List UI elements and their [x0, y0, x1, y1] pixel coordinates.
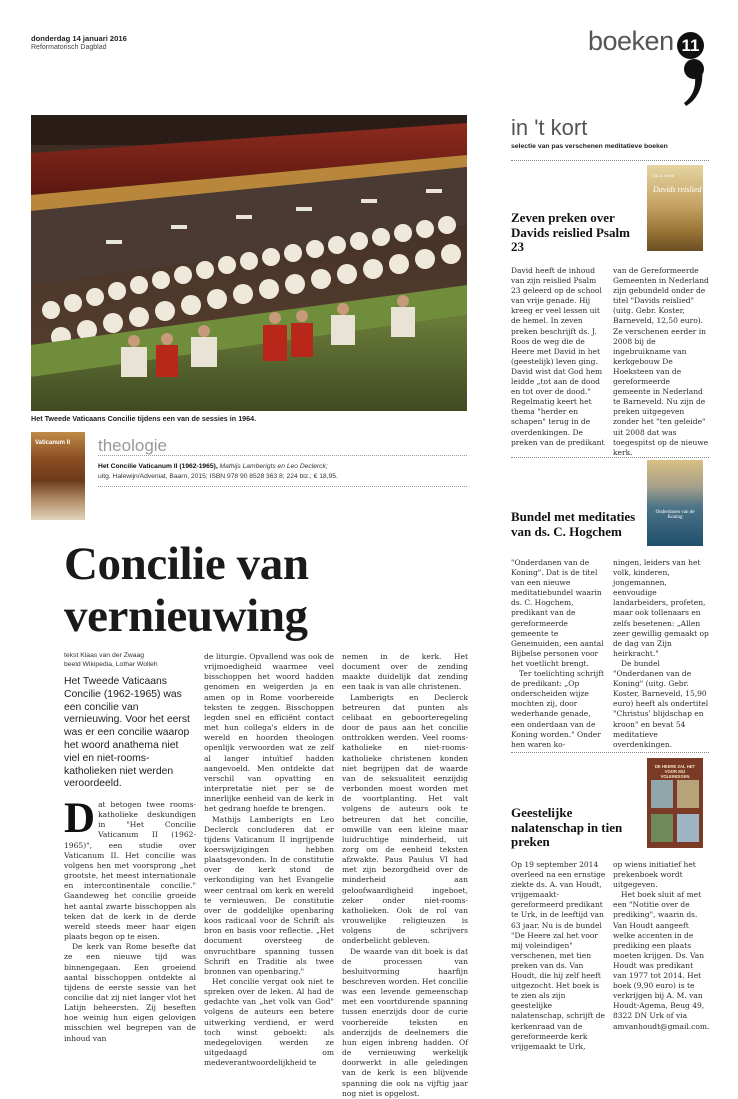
paragraph: nemen in de kerk. Het document over de zending maakte duidelijk dat zending een taak is van alle christenen.: [342, 652, 468, 692]
paragraph: Het boek sluit af met een "Notitie over de prediking", waarin ds. Van Houdt aangeeft welke accenten in de prediking een plaats moeten krijgen. Ds. Van Houdt was predikant van 1977 tot 2014. Het boek (9,90 euro) is te verkrijgen bij A. M. van Houdt-Agema, Beug 49, 8322 DN Urk of via amvanhoudt@gmail.com.: [613, 890, 710, 1031]
header-paper-name: Reformatorisch Dagblad: [31, 44, 107, 51]
paragraph: De waarde van dit boek is dat de processen van besluitvorming haarfijn beschreven worden. Het concilie was een levende gemeenschap met een voortdurende spanning tussen enerzijds door de curie voorbereide teksten en anderzijds de deelnemers die hun eigen inbreng hadden. Of de vernieuwing werkelijk doorwerkt in alle geledingen van de kerk is een blijvende spanning die ook na vijftig jaar nog niet is opgelost.: [342, 946, 468, 1098]
item-column: Op 19 september 2014 overleed na een ernstige ziekte ds. A. van Houdt, vrijgemaakt-gereformeerd predikant te Urk, in de leeftijd van 63 jaar. Nu is de bundel "De Heere zal het voor mij voleindigen" verschenen, met tien preken van ds. Van Houdt, die hij zelf heeft uitgezocht. Het boek is te zien als zijn geestelijke nalatenschap, schrijft de kerkenraad van de gereformeerde kerk vrijgemaakt te Urk,: [511, 860, 606, 1051]
divider: [98, 486, 467, 487]
divider: [511, 160, 709, 161]
book-cover-voleindigen: [647, 758, 703, 848]
cover-title: Davids reislied: [653, 185, 702, 194]
cover-title: DE HEERE ZAL HET VOOR MIJ VOLEINDIGEN: [654, 764, 696, 779]
theologie-label: theologie: [98, 436, 168, 455]
headline-line-1: Concilie van: [64, 538, 309, 590]
item-column: [613, 860, 709, 1032]
book-authors: Mathijs Lamberigts en Leo Declerck;: [219, 463, 328, 470]
article-column-2: [204, 652, 334, 1068]
headline-line-2: vernieuwing: [64, 590, 308, 642]
item-column: David heeft de inhoud van zijn reislied Psalm 23 geleerd op de school van vrije genade. Hij kreeg er veel lessen uit de hemel. In zeven preken beschrijft ds. J. Roos de weg die de Heere met David in het (geestelijk) leven ging. David wist dat God hem leidde „tot aan de dood en tot over de dood." Regelmatig keert het thema "herder en schapen" terug in de overdenkingen. De preken van de predikant: [511, 266, 605, 447]
book-cover-onderdanen: [647, 460, 703, 546]
image-credit: beeld Wikipedia, Lothar Wolleh: [64, 661, 158, 668]
book-title: Het Concilie Vaticanum II (1962-1965),: [98, 463, 218, 470]
book-cover-davids-reislied: [647, 165, 703, 251]
paragraph: de liturgie. Opvallend was ook de vrijmoedigheid waarmee veel bisschoppen het woord hadden genomen en weigerden ja en amen op in Rome voorbereide teksten te zeggen. Bisschoppen legden snel en efficiënt contact met hun collega's elders in de wereld en hoorden theologen openlijk verwoorden wat ze zelf al langer intuïtief hadden aangevoeld. Men ontdekte dat verschil van opvatting en interpretatie niet per se de innerlijke eenheid van de kerk in het gedrang hoefde te brengen.: [204, 652, 334, 814]
paragraph: at betogen twee rooms-katholieke deskundigen in "Het Concilie Vaticanum II (1962-1965)", een studie over Vaticanum II. Het concilie was volgens hen met voorsprong „het grootste, het meest internationale en intercontinentale concilie." Gaandeweg het concilie groeide het aantal zwarte bisschoppen als teken dat de kerk in de derde wereld steeds meer haar eigen plaats begon op te eisen.: [64, 800, 196, 942]
item-headline: Geestelijke nalatenschap in tien preken: [511, 805, 623, 849]
cover-author: Ds. J. Roos: [653, 173, 674, 178]
divider: [511, 457, 709, 458]
in-kort-label: in 't kort: [511, 115, 588, 140]
item-column: [511, 558, 606, 750]
paragraph: ningen, leiders van het volk, kinderen, jongemannen, eenvoudige landarbeiders, profeten, maar ook tollenaars en zelfs besetenen: „Allen zeer gewillig gemaakt op de dag van Zijn heirkracht.": [613, 558, 709, 658]
comma-icon: [683, 58, 705, 108]
book-meta: uitg. Halewijn/Adveniat, Baarn, 2015; ISBN 978 90 8528 363 8; 224 blz.; € 18,95.: [98, 473, 338, 480]
paragraph: Lamberigts en Declerck betreuren dat punten als celibaat en geboorteregeling door de paus aan het concilie onttrokken werden. Veel rooms-katholieke en niet-rooms-katholieke christenen konden niet begrijpen dat de waarde van de seksualiteit eenzijdig verbonden moest worden met de voortplanting. Het valt volgens de auteurs ook te betreuren dat het concilie, omwille van een kleine maar luidruchtige minderheid, uit zorg om de eenheid teksten afzwakte. Paus Paulus VI had met zijn bezorgdheid over de minderheid aan geloofwaardigheid ingeboet, zeker onder niet-rooms-katholieken. Ook de rol van vrouwelijke religieuzen is volgens de schrijvers onderbelicht gebleven.: [342, 692, 468, 946]
paragraph: Ter toelichting schrijft de predikant: „Op onderscheiden wijze mochten zij, door wederhande genade, een onderdaan van de Koning worden." Onder hen waren ko-: [511, 669, 605, 749]
article-lead: Het Tweede Vaticaans Concilie (1962-1965) was een concilie van vernieuwing. Voor het eerst was er een concilie waarop het woord anathema niet viel en niet-rooms-katholieken niet werden veroordeeld.: [64, 676, 190, 790]
item-column: [613, 558, 709, 750]
divider: [98, 455, 467, 456]
cover-title: Onderdanen van de Koning: [655, 510, 695, 520]
item-headline: Bundel met meditaties van ds. C. Hogchem: [511, 509, 636, 539]
article-column-3: [342, 652, 468, 1099]
page-number-badge: 11: [677, 32, 704, 59]
article-headline: [64, 538, 464, 642]
paragraph: "Onderdanen van de Koning". Dat is de titel van een nieuwe meditatiebundel waarin ds. C. Hogchem, predikant van de gereformeerde gemeente te Genemuiden, een aantal Bijbelse personen voor het voetlicht brengt.: [511, 558, 604, 668]
paragraph: op wiens initiatief het prekenboek wordt uitgegeven.: [613, 860, 696, 890]
book-info: [98, 462, 468, 482]
paragraph: Mathijs Lamberigts en Leo Declerck concluderen dat er tijdens Vaticanum II ingrijpende koerswijzigingen hebben plaatsgevonden. In de constitutie over de kerk stond de verkondiging van het Evangelie weer centraal om kerk en wereld te vernieuwen. De constitutie over de goddelijke openbaring koos radicaal voor de Schrift als bron en basis voor reflectie. „Het document oversteeg de onvruchtbare spanning tussen Schrift en Traditie als twee bronnen van openbaring.": [204, 814, 334, 976]
cover-photos-icon: [651, 780, 699, 844]
divider: [511, 752, 709, 753]
in-kort-subtitle: selectie van pas verschenen meditatieve boeken: [511, 143, 668, 150]
cover-title: Vaticanum II: [35, 440, 71, 446]
book-cover-vaticanum: [31, 432, 85, 520]
drop-cap: D: [64, 795, 96, 842]
council-photo: [31, 115, 467, 411]
item-headline: Zeven preken over Davids reislied Psalm 23: [511, 210, 630, 254]
header-date: donderdag 14 januari 2016: [31, 34, 127, 43]
paragraph: Het concilie vergat ook niet te spreken over de leken. Al had de gedachte van „het volk van God" volgens de auteurs een betere uitwerking verdiend, er werd toch winst geboekt: als medegelovigen werden ze uitgedaagd om medeverantwoordelijkheid te: [204, 977, 334, 1068]
text-credit: tekst Klaas van der Zwaag: [64, 652, 145, 659]
section-title: boeken: [588, 26, 674, 56]
item-column: van de Gereformeerde Gemeenten in Nederland zijn gebundeld onder de titel "Davids reislied" (uitg. Gebr. Koster, Barneveld, 12,50 euro). Ze verschenen eerder in 2008 bij de ingebruikname van kerkgebouw De Hoeksteen van de gereformeerde gemeente in Nederland te Barneveld. Nu zijn de preken uitgegeven zonder het "ten geleide" uit 2008 dat was toegespitst op de nieuwe kerk.: [613, 266, 709, 457]
paragraph: De kerk van Rome besefte dat ze een nieuwe tijd was binnengegaan. Een groeiend aantal bisschoppen ontdekte al tijdens de eerste sessie van het concilie dat zij niet langer vlot het Latijn beheersten. Zij beseften hoe weinig hun eigen gelovigen misschien wel begrepen van de inhoud van: [64, 942, 196, 1043]
photo-caption: Het Tweede Vaticaans Concilie tijdens een van de sessies in 1964.: [31, 414, 257, 423]
article-column-1: [64, 795, 196, 1044]
paragraph: De bundel "Onderdanen van de Koning" (uitg. Gebr. Koster, Barneveld, 15,90 euro) heeft als ondertitel "Christus' blijdschap en kroon" en bevat 54 meditatieve overdenkingen.: [613, 658, 709, 749]
